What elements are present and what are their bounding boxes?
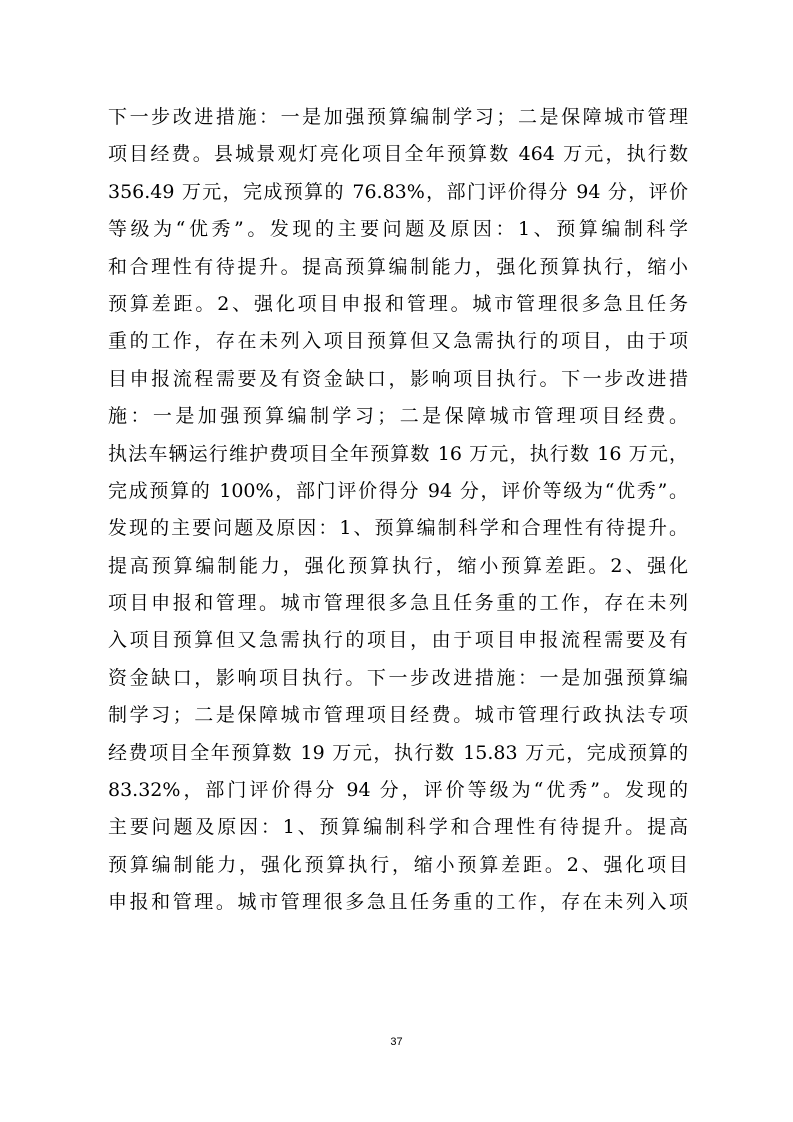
text-line: 下一步改进措施：一是加强预算编制学习；二是保障城市管理	[108, 106, 688, 128]
text-line: 项目申报和管理。城市管理很多急且任务重的工作，存在未列	[108, 592, 688, 615]
text-line: 预算编制能力，强化预算执行，缩小预算差距。2、强化项目	[108, 853, 688, 876]
body-text	[108, 99, 688, 922]
page-number: 37	[390, 1036, 403, 1048]
text-line: 提高预算编制能力，强化预算执行，缩小预算差距。2、强化	[108, 554, 688, 577]
text-line: 目申报流程需要及有资金缺口，影响项目执行。下一步改进措	[108, 367, 688, 390]
text-line: 项目经费。县城景观灯亮化项目全年预算数 464 万元，执行数	[108, 143, 688, 166]
text-line: 发现的主要问题及原因：1、预算编制科学和合理性有待提升。	[108, 517, 688, 540]
text-line: 356.49 万元，完成预算的 76.83%，部门评价得分 94 分，评价	[108, 180, 688, 203]
text-line: 等级为“优秀”。发现的主要问题及原因：1、预算编制科学	[108, 218, 688, 241]
text-line: 资金缺口，影响项目执行。下一步改进措施：一是加强预算编	[108, 666, 688, 689]
text-line: 主要问题及原因：1、预算编制科学和合理性有待提升。提高	[108, 816, 688, 839]
text-line: 执法车辆运行维护费项目全年预算数 16 万元，执行数 16 万元，	[108, 442, 688, 465]
text-line: 和合理性有待提升。提高预算编制能力，强化预算执行，缩小	[108, 255, 688, 278]
text-line: 制学习；二是保障城市管理项目经费。城市管理行政执法专项	[108, 704, 688, 727]
text-line: 施：一是加强预算编制学习；二是保障城市管理项目经费。	[108, 405, 688, 428]
text-line: 经费项目全年预算数 19 万元，执行数 15.83 万元，完成预算的	[108, 741, 688, 764]
text-line: 入项目预算但又急需执行的项目，由于项目申报流程需要及有	[108, 629, 688, 652]
text-line: 申报和管理。城市管理很多急且任务重的工作，存在未列入项	[108, 891, 688, 914]
text-line: 完成预算的 100%，部门评价得分 94 分，评价等级为“优秀”。	[108, 479, 688, 502]
text-line: 预算差距。2、强化项目申报和管理。城市管理很多急且任务	[108, 292, 688, 315]
text-line: 83.32%，部门评价得分 94 分，评价等级为“优秀”。发现的	[108, 779, 688, 802]
text-line: 重的工作，存在未列入项目预算但又急需执行的项目，由于项	[108, 330, 688, 353]
